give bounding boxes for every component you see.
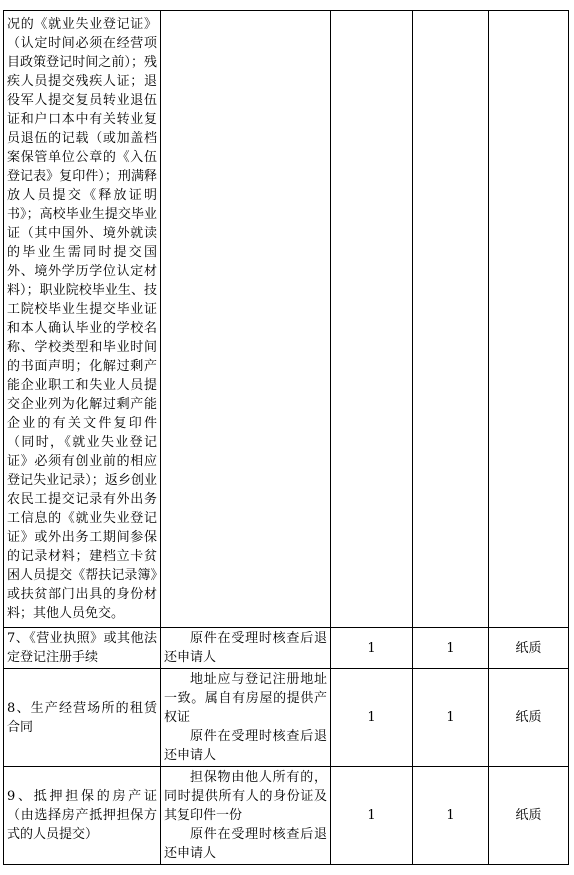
copy-count-cell: 1 [413, 669, 489, 767]
material-name-cell: 况的《就业失业登记证》（认定时间必须在经营项目政策登记时间之前）；残疾人员提交残疾人证；退役军人提交复员转业退伍证和户口本中有关转业复员退伍的记载（或加盖档案保管单位公章的《入伍登记表》复印件）；刑满释放人员提交《释放证明书》；高校毕业生提交毕业证（其中国外、境外就读的毕业生需同时提交国外、境外学历学位认定材料）；职业院校毕业生、技工院校毕业生提交毕业证和本人确认毕业的学校名称、学校类型和毕业时间的书面声明；化解过剩产能企业职工和失业人员提交企业列为化解过剩产能企业的有关文件复印件（同时，《就业失业登记证》必须有创业前的相应登记失业记录）；返乡创业农民工提交记录有外出务工信息的《就业失业登记证》或外出务工期间参保的记录材料；建档立卡贫困人员提交《帮扶记录簿》或扶贫部门出具的身份材料；其他人员免交。 [4, 11, 161, 628]
requirement-text: 地址应与登记注册地址一致。属自有房屋的提供产权证 [164, 672, 327, 725]
table-row [4, 628, 569, 669]
requirement-cell [161, 767, 331, 865]
form-cell [489, 11, 569, 628]
requirement-text: 担保物由他人所有的，同时提供所有人的身份证及其复印件一份 [164, 770, 327, 823]
requirement-cell [161, 669, 331, 767]
requirement-text: 原件在受理时核查后退还申请人 [164, 729, 327, 763]
requirement-text: 原件在受理时核查后退还申请人 [164, 827, 327, 861]
table-row [4, 11, 569, 628]
material-name-cell: 8、生产经营场所的租赁合同 [4, 669, 161, 767]
table-row [4, 669, 569, 767]
original-count-cell [331, 11, 413, 628]
requirement-cell [161, 628, 331, 669]
form-cell: 纸质 [489, 669, 569, 767]
form-cell: 纸质 [489, 628, 569, 669]
original-count-cell: 1 [331, 669, 413, 767]
copy-count-cell: 1 [413, 767, 489, 865]
material-name-cell: 9、抵押担保的房产证（由选择房产抵押担保方式的人员提交） [4, 767, 161, 865]
copy-count-cell: 1 [413, 628, 489, 669]
table-row [4, 767, 569, 865]
requirement-cell [161, 11, 331, 628]
original-count-cell: 1 [331, 628, 413, 669]
materials-table [3, 10, 569, 865]
form-cell: 纸质 [489, 767, 569, 865]
requirement-text: 原件在受理时核查后退还申请人 [164, 631, 327, 665]
original-count-cell: 1 [331, 767, 413, 865]
material-name-cell: 7、《营业执照》或其他法定登记注册手续 [4, 628, 161, 669]
copy-count-cell [413, 11, 489, 628]
